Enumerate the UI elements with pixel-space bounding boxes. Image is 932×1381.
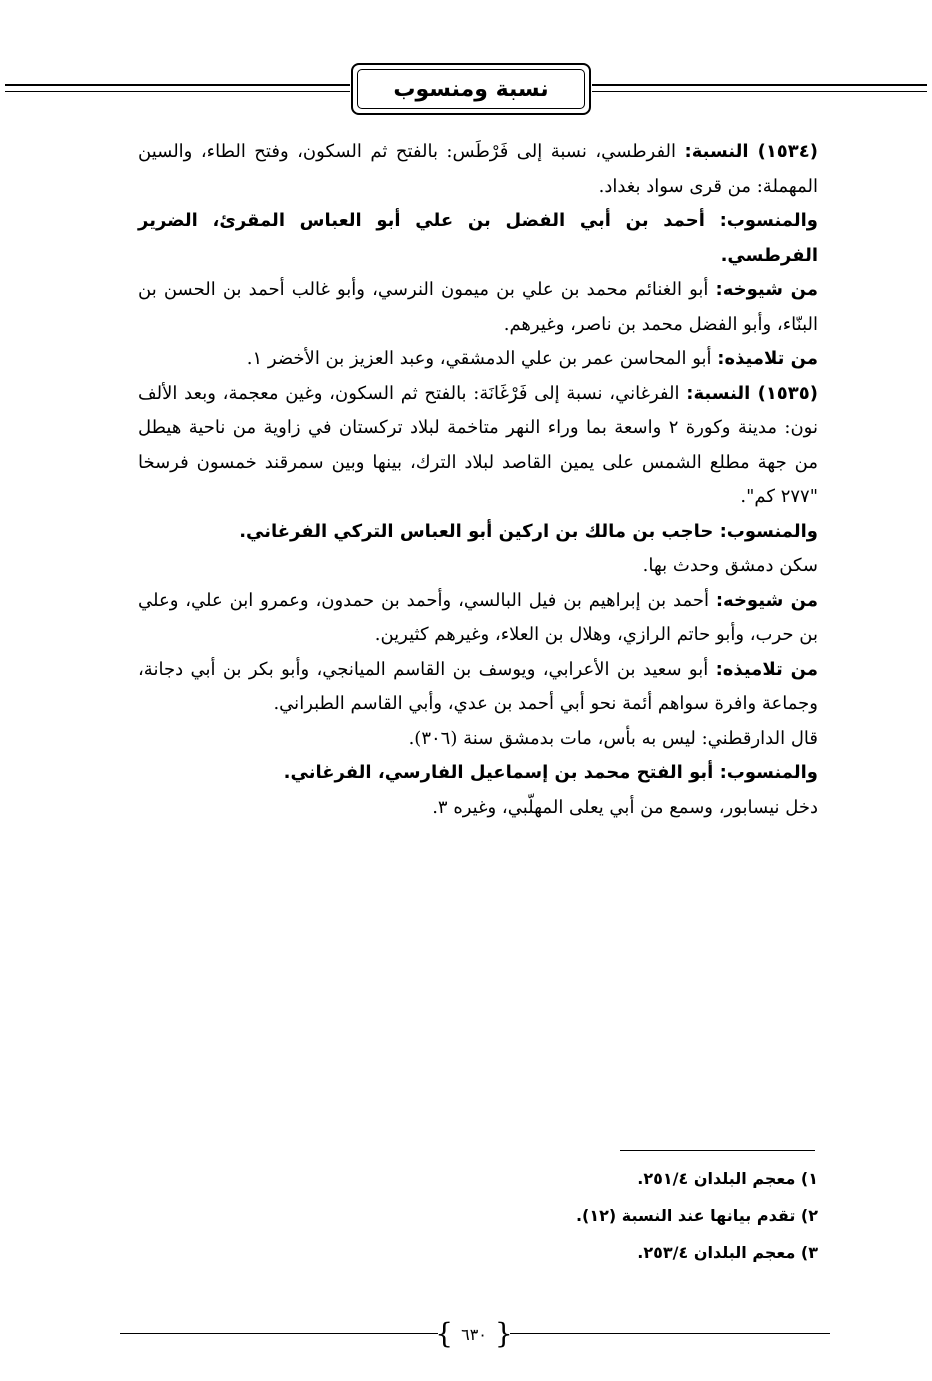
entry-label: من شيوخه: <box>715 279 818 300</box>
page-number-text: ٦٣٠ <box>461 1324 487 1344</box>
entry-label: (١٥٣٥) النسبة: <box>686 382 818 404</box>
footer-rule-left <box>120 1333 438 1334</box>
entry-paragraph <box>138 515 818 550</box>
footer-rule-right <box>510 1333 830 1334</box>
entry-paragraph <box>138 756 818 791</box>
entry-text: أبو الغنائم محمد بن علي بن ميمون النرسي، وأبو غالب أحمد بن الحسن بن البنّاء، وأبو الفضل محمد بن ناصر، وغيرهم. <box>138 279 818 335</box>
entry-text: الفرغاني، نسبة إلى فَرْغَانَة: بالفتح ثم السكون، وغين معجمة، وبعد الألف نون: مدينة وكورة ٢ واسعة بما وراء النهر متاخمة لبلاد تركستان في زاوية من ناحية هيطل من جهة مطلع الشمس على يمين القاصد لبلاد الترك، بينها وبين سمرقند خمسون فرسخا "٢٧٧ كم". <box>138 382 819 507</box>
footnote-separator <box>620 1150 815 1151</box>
entry-label: والمنسوب: حاجب بن مالك بن اركين أبو العباس التركي الفرغاني. <box>239 520 818 542</box>
footnote: ٢) تقدم بيانها عند النسبة (١٢). <box>575 1206 818 1225</box>
entry-text: أحمد بن إبراهيم بن فيل البالسي، وأحمد بن حمدون، وعمرو ابن علي، وعلي بن حرب، وأبو حاتم الرازي، وهلال بن العلاء، وغيرهم كثيرين. <box>138 589 818 645</box>
header-rule-right <box>592 82 927 98</box>
main-text <box>138 135 818 825</box>
entry-paragraph <box>138 653 818 722</box>
footnote: ١) معجم البلدان ٢٥١/٤. <box>637 1169 818 1188</box>
entry-paragraph <box>138 549 818 584</box>
entry-label: والمنسوب: أبو الفتح محمد بن إسماعيل الفارسي، الفرغاني. <box>283 762 818 783</box>
entry-label: من تلاميذه: <box>717 348 818 369</box>
entry-paragraph <box>138 791 818 826</box>
entry-paragraph <box>138 342 818 377</box>
entry-paragraph <box>138 204 818 273</box>
entry-label: من شيوخه: <box>715 589 818 611</box>
entry-label: من تلاميذه: <box>715 658 818 680</box>
entry-text: دخل نيسابور، وسمع من أبي يعلى المهلّبي، وغيره ٣. <box>432 796 818 818</box>
page-number <box>435 1317 513 1350</box>
header-title: نسبة ومنسوب <box>357 69 585 109</box>
entry-text: الفرطسي، نسبة إلى فَرْطَس: بالفتح ثم السكون، وفتح الطاء، والسين المهملة: من قرى سواد بغداد. <box>138 141 818 197</box>
entry-paragraph <box>138 377 818 515</box>
footnotes <box>440 1160 818 1271</box>
entry-text: قال الدارقطني: ليس به بأس، مات بدمشق سنة (٣٠٦). <box>408 727 818 749</box>
header-title-box <box>351 63 591 115</box>
left-brace-icon: { <box>435 1317 454 1350</box>
entry-paragraph <box>138 135 818 204</box>
entry-text: أبو المحاسن عمر بن علي الدمشقي، وعبد العزيز بن الأخضر ١. <box>246 348 718 369</box>
entry-label: (١٥٣٤) النسبة: <box>684 141 818 162</box>
entry-paragraph <box>138 584 818 653</box>
entry-paragraph <box>138 722 818 757</box>
right-brace-icon: } <box>494 1317 513 1350</box>
entry-text: سكن دمشق وحدث بها. <box>642 555 818 576</box>
entry-paragraph <box>138 273 818 342</box>
footnote: ٣) معجم البلدان ٢٥٣/٤. <box>637 1243 818 1262</box>
header-rule-left <box>5 82 350 98</box>
entry-text: أبو سعيد بن الأعرابي، ويوسف بن القاسم الميانجي، وأبو بكر بن أبي دجانة، وجماعة وافرة سواهم أئمة نحو أبي أحمد بن عدي، وأبي القاسم الطبراني. <box>138 658 818 714</box>
entry-label: والمنسوب: أحمد بن أبي الفضل بن علي أبو العباس المقرئ، الضرير الفرطسي. <box>138 210 818 266</box>
